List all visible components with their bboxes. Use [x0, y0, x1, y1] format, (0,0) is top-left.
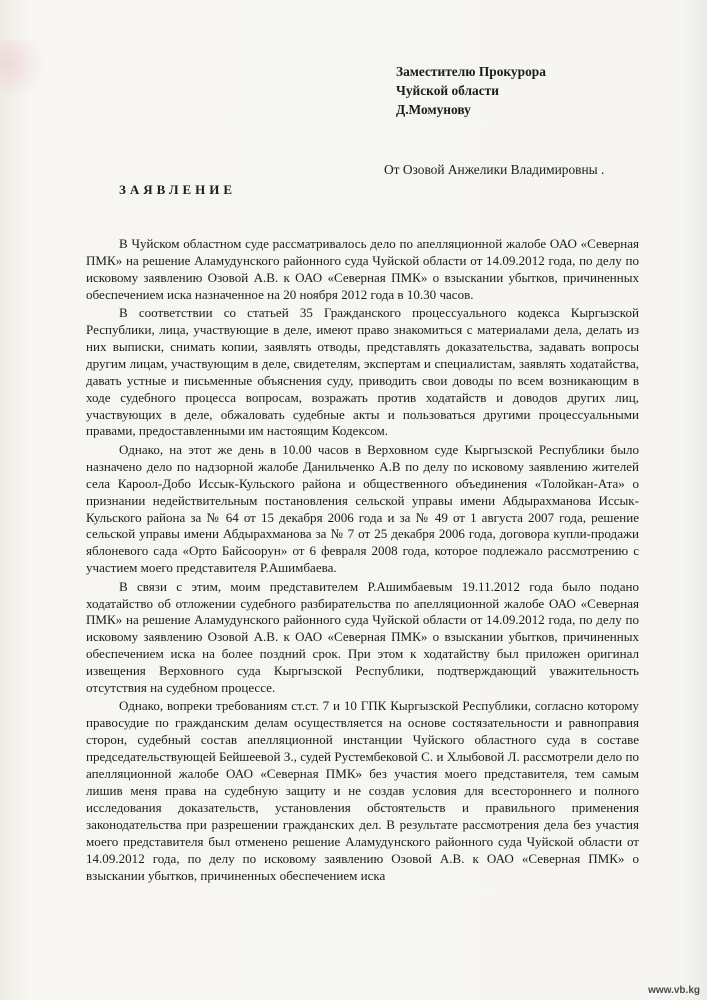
addressee-block [396, 62, 546, 119]
paragraph-schedule-conflict: Однако, на этот же день в 10.00 часов в Верховном суде Кыргызской Республики было назначено дело по надзорной жалобе Данильченко А.В по делу по исковому заявлению жителей села Кароол-Добо Иссык-Кульского района и общественного объединения «Толойкан-Ата» о признании недействительным постановления сельской управы имени Абдырахманова Иссык-Кульского района за № 64 от 15 декабря 2006 года и за № 49 от 1 августа 2007 года, решение сельской управы имени Абдырахманова за № 7 от 25 декабря 2006 года, договора купли-продажи яблоневого сада «Орто Байсоорун» от 6 февраля 2008 года, которое подлежало рассмотрению с участием моего представителя Р.Ашимбаева. [86, 441, 639, 576]
paragraph-case-info: В Чуйском областном суде рассматривалось дело по апелляционной жалобе ОАО «Северная ПМК» на решение Аламудунского районного суда Чуйской области от 14.09.2012 года, по делу по исковому заявлению Озовой А.В. к ОАО «Северная ПМК» о взыскании убытков, причиненных обеспечением иска назначенное на 20 ноября 2012 года в 10.30 часов. [86, 236, 639, 302]
document-title: ЗАЯВЛЕНИЕ [119, 182, 237, 197]
paragraph-procedural-rights: В соответствии со статьей 35 Гражданского процессуального кодекса Кыргызской Республики, лица, участвующие в деле, имеют право знакомиться с материалами дела, делать из них выписки, снимать копии, заявлять отводы, представлять доказательства, задавать вопросы другим лицам, участвующим в деле, свидетелям, экспертам и специалистам, заявлять ходатайства, давать устные и письменные объяснения суду, приводить свои доводы по всем возникающим в ходе судебного процесса вопросам, возражать против ходатайств и доводов других лиц, участвующих в деле, обжаловать судебные акты и пользоваться другими процессуальными правами, предоставленными им настоящим Кодексом. [86, 305, 639, 439]
addressee-line-region: Чуйской области [396, 83, 499, 98]
paragraph-postponement-motion: В связи с этим, моим представителем Р.Ашимбаевым 19.11.2012 года было подано ходатайство об отложении судебного разбирательства по апелляционной жалобе ОАО «Северная ПМК» на решение Аламудунского районного суда Чуйской области от 14.09.2012 года, по делу по исковому заявлению Озовой А.В. к ОАО «Северная ПМК» о взыскании убытков, причиненных обеспечением иска на более поздний срок. При этом к ходатайству был приложен оригинал извещения Верховного суда Кыргызской Республики, подтверждающий уважительность отсутствия на судебном процессе. [86, 578, 639, 696]
ink-smudge [0, 40, 45, 100]
site-watermark: www.vb.kg [648, 985, 700, 996]
sender-line: От Озовой Анжелики Владимировны . [384, 162, 605, 177]
paragraph-violation: Однако, вопреки требованиям ст.ст. 7 и 10 ГПК Кыргызской Республики, согласно которому правосудие по гражданским делам осуществляется на основе состязательности и равноправия сторон, судебный состав апелляционной инстанции Чуйского областного суда в составе председательствующей Бейшеевой З., судей Рустембековой С. и Хлыбовой Л. рассмотрели дело по апелляционной жалобе ОАО «Северная ПМК» без участия моего представителя, тем самым лишив меня права на судебную защиту и не создав условия для всестороннего и полного исследования доказательств, установления обстоятельств и правильного применения законодательства при разрешении гражданских дел. В результате рассмотрения дела без участия моего представителя был отменено решение Аламудунского районного суда Чуйской области от 14.09.2012 года, по делу по исковому заявлению Озовой А.В. к ОАО «Северная ПМК» о взыскании убытков, причиненных обеспечением иска [86, 698, 639, 883]
addressee-line-position: Заместителю Прокурора [396, 64, 546, 79]
addressee-line-name: Д.Момунову [396, 102, 471, 117]
document-body [86, 236, 639, 884]
